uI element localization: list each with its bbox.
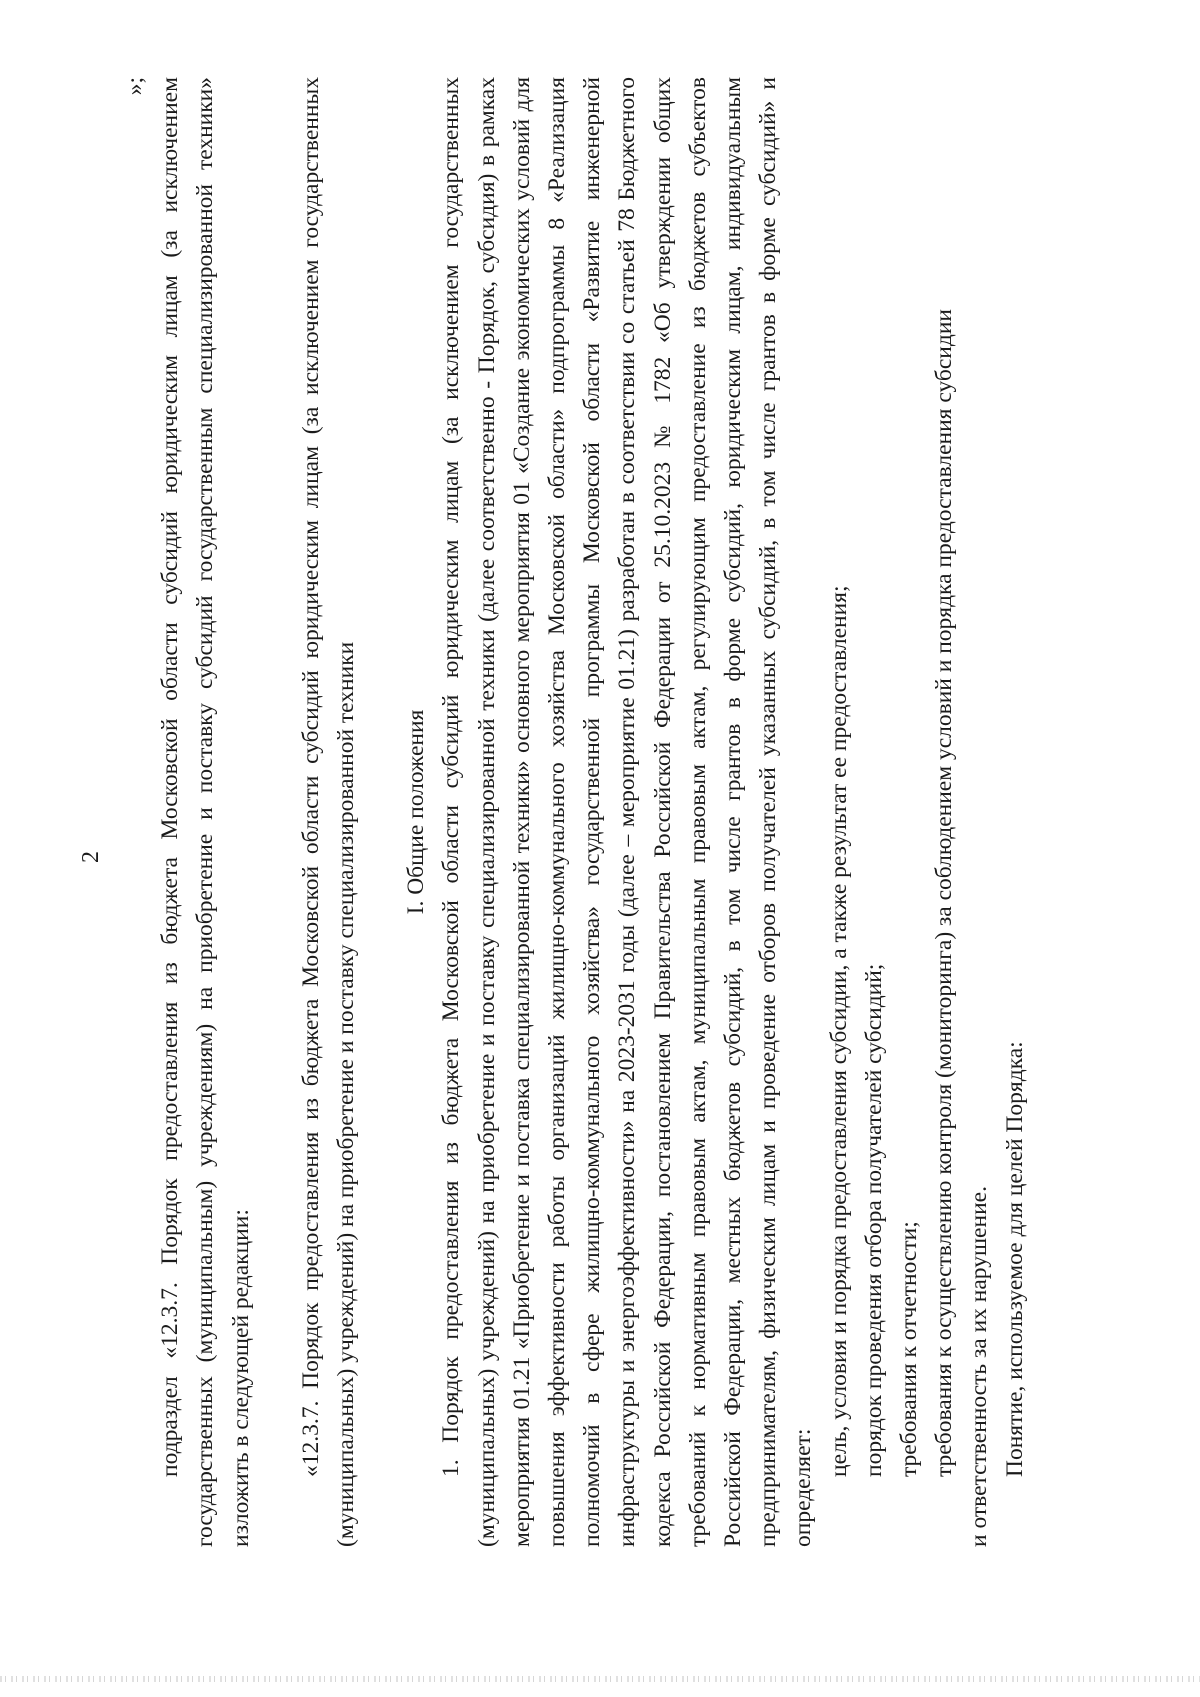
list-item-reporting: требования к отчетности; <box>896 1221 923 1477</box>
paragraph-1: 1. Порядок предоставления из бюджета Московской области субсидий юридическим лицам (за исключением государственных (муниципальных) учреждений) на приобретение и поставку специализированной техники (далее соответственно - Порядок, субсидия) в рамках мероприятия 01.21 «Приобретение и поставка специализированной техники» основного мероприятия 01 «Создание экономических условий для повышения эффективности работы организаций жилищно-коммунального хозяйства Московской области» подпрограммы 8 «Реализация полномочий в сфере жилищно-коммунального хозяйства» государственной программы Московской области «Развитие инженерной инфраструктуры и энергоэффективности» на 2023-2031 годы (далее – мероприятие 01.21) разработан в соответствии со статьей 78 Бюджетного кодекса Российской Федерации, постановлением Правительства Российской Федерации от 25.10.2023 № 1782 «Об утверждении общих требований к нормативным правовым актам, муниципальным правовым актам, регулирующим предоставление из бюджетов субъектов Российской Федерации, местных бюджетов субсидий, в том числе грантов в форме субсидий, юридическим лицам, индивидуальным предпринимателям, физическим лицам и проведение отборов получателей указанных субсидий, в том числе грантов в форме субсидий» и определяет: <box>438 77 817 1547</box>
page-number: 2 <box>78 851 104 863</box>
intro-paragraph: подраздел «12.3.7. Порядок предоставления из бюджета Московской области субсидий юридическим лицам (за исключением государственных (муниципальным) учреждениям) на приобретение и поставку субсидий государственным специализированной техники» изложить в следующей редакции: <box>157 77 254 1547</box>
section-heading: I. Общие положения <box>403 709 430 915</box>
concept-line: Понятие, используемое для целей Порядка: <box>1001 1041 1028 1477</box>
spacer <box>259 77 294 1547</box>
quote-closing-mark: »; <box>122 77 148 96</box>
scan-artifact-line <box>0 1676 1200 1682</box>
quoted-section-title: «12.3.7. Порядок предоставления из бюджета Московской области субсидий юридическим лицам (за исключением государственных (муниципальных) учреждений) на приобретение и поставку специализированной техники <box>297 77 360 1547</box>
list-item-control: требования к осуществлению контроля (мониторинга) за соблюдением условий и порядка предоставления субсидии <box>931 309 958 1477</box>
list-item-control-continuation: и ответственность за их нарушение. <box>966 1186 993 1547</box>
list-item-goal: цель, условия и порядка предоставления субсидии, а также результат ее предоставления; <box>825 585 852 1477</box>
spacer <box>364 77 399 1547</box>
document-body <box>118 77 1033 1547</box>
list-item-selection: порядок проведения отбора получателей субсидий; <box>860 963 887 1477</box>
